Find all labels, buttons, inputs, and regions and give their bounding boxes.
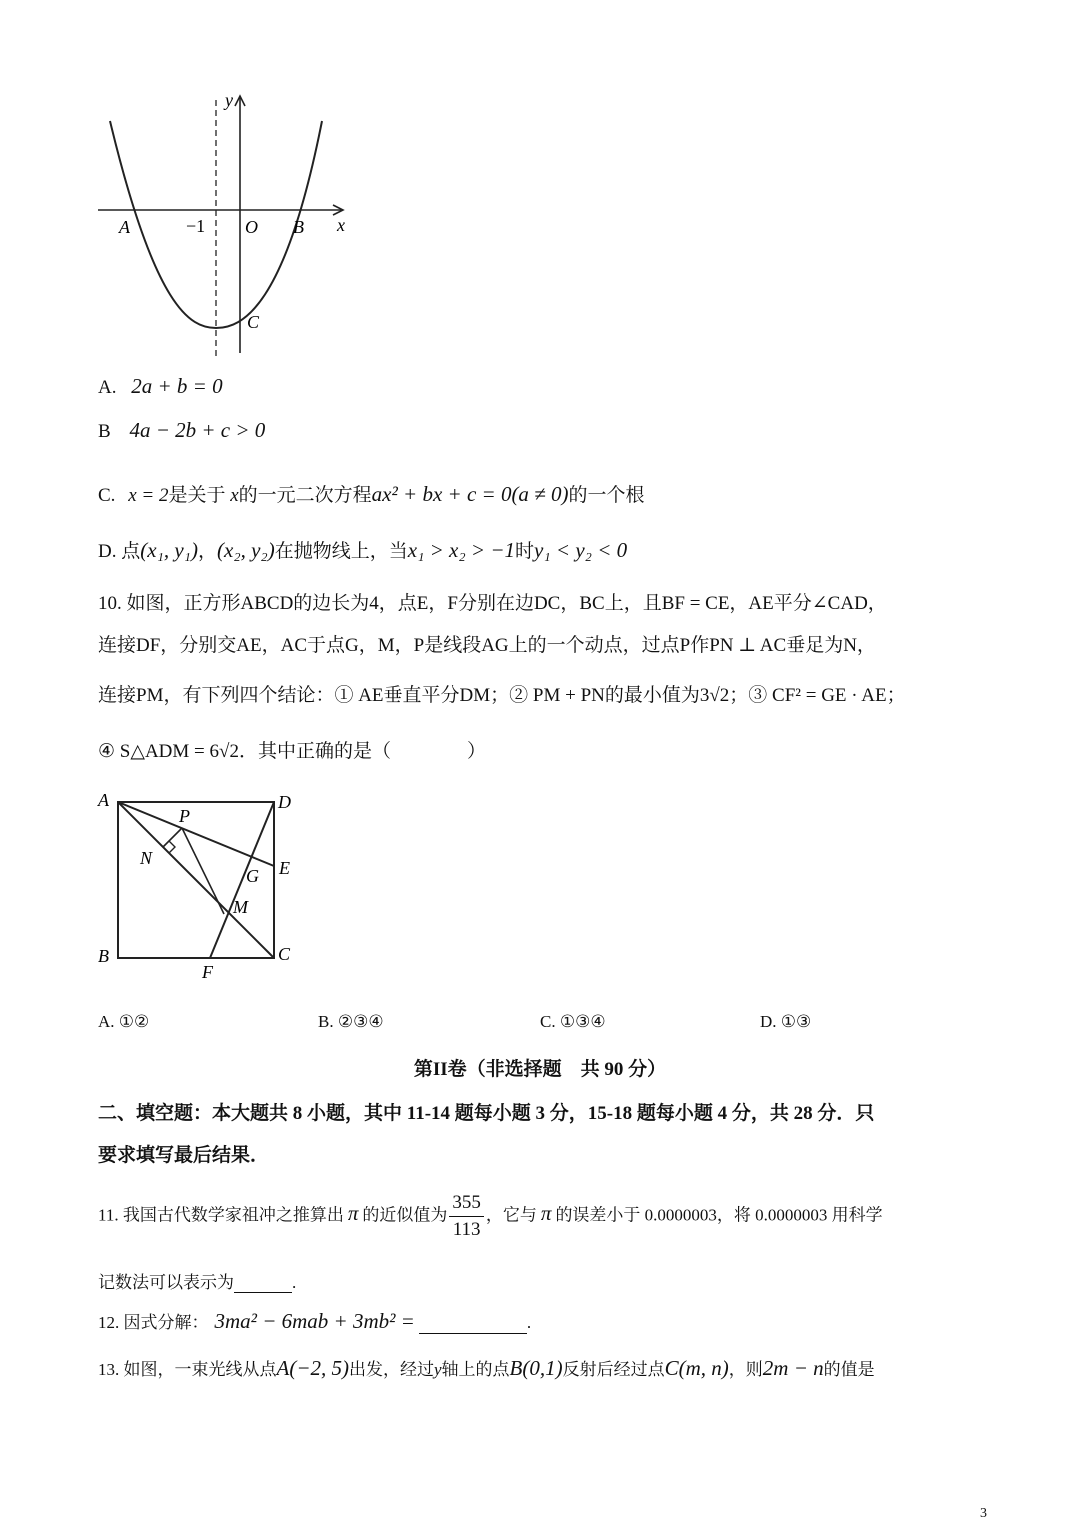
label-C: C [278,944,291,964]
q13: 13. 如图，一束光线从点A(−2, 5)出发，经过y轴上的点B(0,1)反射后经过点C(m, n)，则2m − n的值是 [98,1356,875,1380]
q10-line-1: 10. 如图，正方形ABCD的边长为4，点E，F分别在边DC，BC上，且BF = CE，AE平分∠CAD， [98,593,887,614]
q11-line-2: 记数法可以表示为 . [98,1273,297,1292]
label-N: N [140,848,153,868]
fraction-355-113: $\frac{355}{113}$ [449,1190,484,1243]
parabola-graph [95,88,360,363]
label-E: E [279,858,290,878]
option-c: C. x = 2是关于 x的一元二次方程ax² + bx + c = 0(a ≠ 0)的一个根 [98,482,645,506]
choice-a: A. ①② [98,1012,150,1031]
choice-c: C. ①③④ [540,1012,606,1031]
point-label-C: C [247,312,260,332]
q12: 12. 因式分解： 3ma² − 6mab + 3mb² = . [98,1309,532,1333]
q10-line-4: ④ S△ADM = 6√2．其中正确的是（ ） [98,741,486,762]
page-number: 3 [980,1506,987,1521]
label-D: D [278,792,291,812]
axis-label-x: x [337,215,345,235]
q10-line-3: 连接PM，有下列四个结论：① AE垂直平分DM；② PM + PN的最小值为3√2；③ CF² = GE · AE； [98,685,906,706]
square-figure [92,786,307,986]
q11-line-1: 11. 我国古代数学家祖冲之推算出 π 的近似值为 $\frac{355}{113}$ ，它与 π 的误差小于 0.0000003，将 0.0000003 用科学 [98,1190,883,1243]
label-B: B [98,946,109,966]
section-desc-2: 要求填写最后结果． [98,1145,270,1166]
origin-label: O [245,217,258,237]
answer-blank-12[interactable] [419,1315,527,1334]
label-P: P [179,806,190,826]
option-d: D. 点(x₁, y₁)，(x₂, y₂)在抛物线上，当x₁ > x₂ > −1时y₁ < y₂ < 0 [98,538,628,562]
label-F: F [202,962,213,982]
answer-blank-11[interactable] [234,1274,292,1293]
segment-df [210,802,274,958]
section-desc-1: 二、填空题：本大题共 8 小题，其中 11-14 题每小题 3 分，15-18 题每小题 4 分，共 28 分．只 [98,1103,875,1124]
label-M: M [233,897,248,917]
axis-label-y: y [225,90,233,110]
choice-d: D. ①③ [760,1012,812,1031]
right-angle-mark [169,841,175,853]
label-G: G [246,866,259,886]
point-label-A: A [119,217,130,237]
section-title: 第II卷（非选择题 共 90 分） [413,1059,667,1080]
point-label-B: B [293,217,304,237]
option-b: B 4a − 2b + c > 0 [98,418,266,442]
label-minus-one: −1 [186,216,206,236]
q10-line-2: 连接DF，分别交AE，AC于点G，M，P是线段AG上的一个动点，过点P作PN ⊥ AC垂足为N， [98,635,876,656]
option-a: A. 2a + b = 0 [98,374,223,398]
choice-b: B. ②③④ [318,1012,384,1031]
label-A: A [98,790,109,810]
